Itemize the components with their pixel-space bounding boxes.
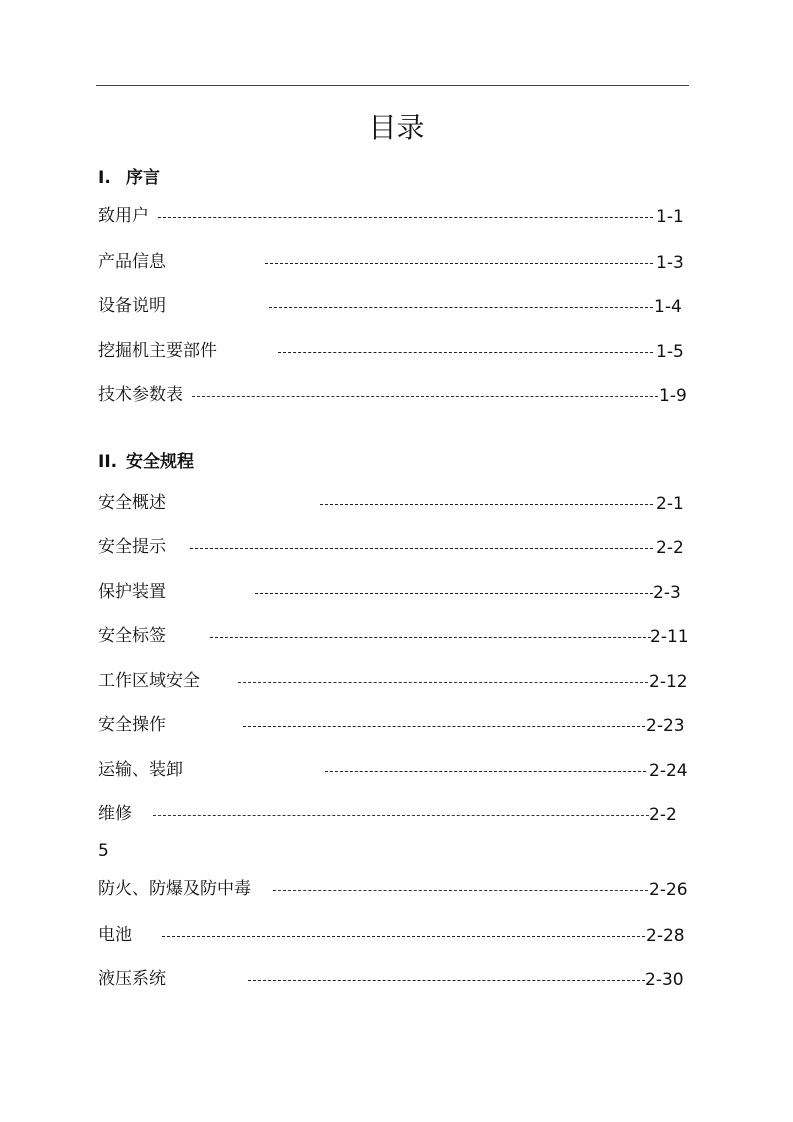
toc-entry-page: 1-4: [654, 297, 682, 317]
toc-entry-label: 安全操作: [98, 715, 166, 735]
toc-entry[interactable]: [98, 921, 693, 947]
toc-entry-page: 2-24: [649, 761, 688, 781]
section-number: I.: [98, 168, 111, 188]
toc-entry[interactable]: [98, 965, 693, 991]
toc-entry-page: 2-2: [649, 805, 677, 825]
toc-entry[interactable]: [98, 875, 693, 901]
toc-entry-label: 挖掘机主要部件: [98, 341, 217, 361]
section-heading-safety: [98, 450, 194, 474]
toc-entry-page: 2-30: [645, 970, 684, 990]
toc-entry-page: 1-5: [656, 342, 684, 362]
dot-leader: [238, 682, 648, 683]
toc-entry-page: 2-12: [649, 672, 688, 692]
dot-leader: [273, 890, 648, 891]
toc-entry-page: 2-3: [653, 583, 681, 603]
toc-entry-label: 工作区域安全: [98, 671, 200, 691]
section-heading-preface: [98, 166, 160, 190]
toc-entry[interactable]: [98, 248, 693, 274]
toc-entry[interactable]: [98, 800, 693, 826]
dot-leader: [265, 263, 653, 264]
section-number: II.: [98, 452, 118, 472]
dot-leader: [192, 396, 658, 397]
toc-entry-page: 2-1: [656, 494, 684, 514]
toc-entry-page: 2-26: [649, 880, 688, 900]
header-rule: [96, 85, 689, 86]
toc-entry-page-wrap: 5: [98, 841, 109, 861]
toc-entry[interactable]: [98, 578, 693, 604]
toc-entry[interactable]: [98, 489, 693, 515]
toc-entry-page: 1-9: [659, 386, 687, 406]
toc-entry-label: 设备说明: [98, 296, 166, 316]
toc-entry-label: 技术参数表: [98, 385, 183, 405]
toc-entry-page: 2-23: [646, 716, 685, 736]
section-title: 安全规程: [126, 452, 194, 472]
toc-entry[interactable]: [98, 337, 693, 363]
dot-leader: [325, 771, 646, 772]
dot-leader: [153, 815, 649, 816]
toc-entry-page: 1-1: [656, 207, 684, 227]
toc-entry-label: 安全概述: [98, 493, 166, 513]
dot-leader: [269, 307, 653, 308]
toc-entry-label: 产品信息: [98, 252, 166, 272]
toc-entry-page: 2-28: [646, 926, 685, 946]
toc-entry[interactable]: [98, 756, 693, 782]
toc-entry-label: 运输、装卸: [98, 760, 183, 780]
dot-leader: [248, 980, 645, 981]
page-title: 目录: [368, 111, 425, 144]
dot-leader: [158, 217, 653, 218]
dot-leader: [162, 936, 645, 937]
dot-leader: [278, 352, 653, 353]
toc-entry-label: 保护装置: [98, 582, 166, 602]
toc-entry[interactable]: [98, 533, 693, 559]
toc-entry[interactable]: [98, 381, 693, 407]
toc-entry-label: 防火、防爆及防中毒: [98, 879, 251, 899]
toc-entry-label: 电池: [98, 925, 132, 945]
toc-entry[interactable]: [98, 622, 693, 648]
toc-entry-page: 2-2: [656, 538, 684, 558]
dot-leader: [190, 548, 653, 549]
toc-entry[interactable]: [98, 711, 693, 737]
dot-leader: [243, 726, 645, 727]
dot-leader: [255, 593, 653, 594]
toc-entry-label: 致用户: [98, 206, 149, 226]
dot-leader: [210, 637, 651, 638]
toc-entry-label: 安全提示: [98, 537, 166, 557]
toc-entry[interactable]: [98, 292, 693, 318]
dot-leader: [320, 504, 653, 505]
toc-entry[interactable]: [98, 202, 693, 228]
toc-entry-label: 维修: [98, 804, 132, 824]
toc-entry-label: 液压系统: [98, 969, 166, 989]
section-title: 序言: [126, 168, 160, 188]
toc-entry-label: 安全标签: [98, 626, 166, 646]
toc-entry-page: 1-3: [656, 253, 684, 273]
toc-entry-page: 2-11: [650, 627, 689, 647]
toc-entry[interactable]: [98, 667, 693, 693]
